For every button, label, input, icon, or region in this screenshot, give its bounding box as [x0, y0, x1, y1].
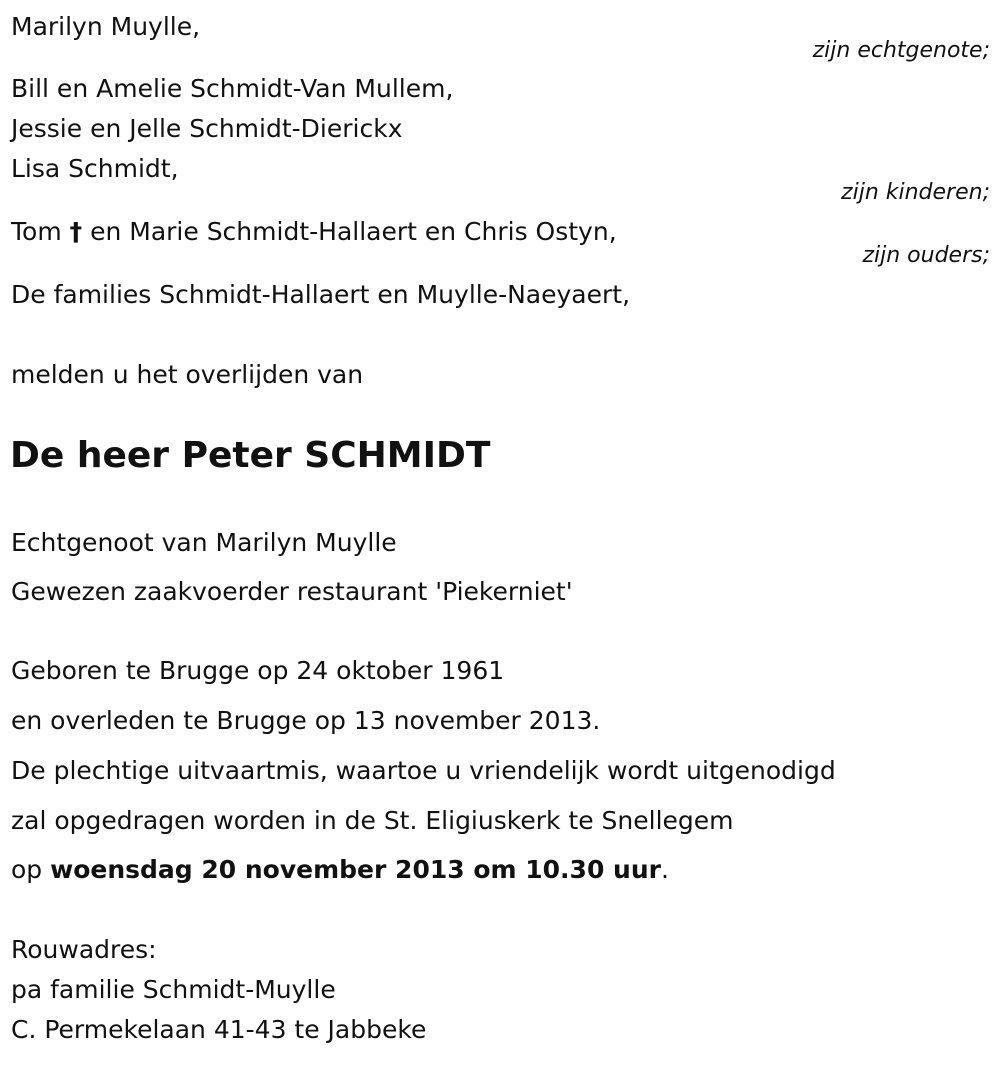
parent-father: Tom [11, 217, 62, 246]
child-line-2: Jessie en Jelle Schmidt-Dierickx [11, 114, 403, 143]
spouse-name: Marilyn Muylle, [11, 12, 201, 41]
funeral-date-line [11, 855, 669, 885]
address-line-1: pa familie Schmidt-Muylle [11, 975, 336, 1004]
funeral-line-2: zal opgedragen worden in de St. Eligiuskerk te Snellegem [11, 806, 734, 835]
spouse-of-line: Echtgenoot van Marilyn Muylle [11, 528, 397, 557]
deceased-name: De heer Peter SCHMIDT [10, 435, 491, 476]
parents-line [11, 217, 617, 247]
families-line: De families Schmidt-Hallaert en Muylle-Naeyaert, [11, 280, 631, 309]
funeral-line-1: De plechtige uitvaartmis, waartoe u vriendelijk wordt uitgenodigd [11, 756, 836, 785]
died-line: en overleden te Brugge op 13 november 2013. [11, 706, 601, 735]
funeral-prefix: op [11, 855, 43, 884]
funeral-date: woensdag 20 november 2013 om 10.30 uur [50, 855, 661, 884]
occupation-line: Gewezen zaakvoerder restaurant 'Piekerniet' [11, 577, 573, 606]
spouse-role: zijn echtgenote; [812, 38, 990, 63]
parents-role: zijn ouders; [862, 243, 990, 268]
child-line-1: Bill en Amelie Schmidt-Van Mullem, [11, 74, 454, 103]
funeral-suffix: . [660, 855, 669, 884]
cross-icon: † [69, 217, 83, 246]
parent-mother: en Marie Schmidt-Hallaert en Chris Ostyn, [90, 217, 617, 246]
born-line: Geboren te Brugge op 24 oktober 1961 [11, 656, 505, 685]
address-line-2: C. Permekelaan 41-43 te Jabbeke [11, 1015, 427, 1044]
address-label: Rouwadres: [11, 935, 157, 964]
announcement: melden u het overlijden van [11, 360, 364, 389]
child-line-3: Lisa Schmidt, [11, 154, 179, 183]
children-role: zijn kinderen; [841, 180, 990, 205]
